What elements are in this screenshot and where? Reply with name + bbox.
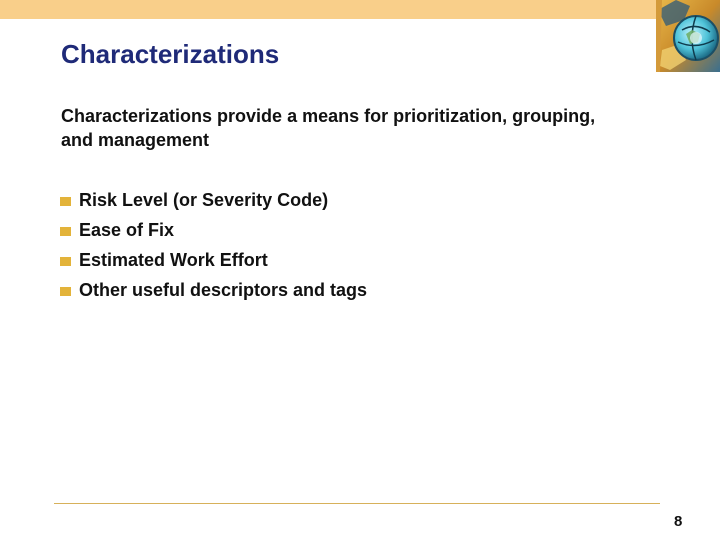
square-bullet-icon (60, 197, 71, 206)
bullet-text: Risk Level (or Severity Code) (79, 189, 329, 210)
list-item (60, 275, 367, 305)
list-item (60, 185, 367, 215)
bullet-text: Ease of Fix (79, 219, 175, 240)
list-item (60, 245, 367, 275)
page-number: 8 (674, 513, 683, 530)
bullet-list (60, 185, 367, 305)
bullet-text: Estimated Work Effort (79, 249, 268, 270)
square-bullet-icon (60, 257, 71, 266)
list-item (60, 215, 367, 245)
globe-collage-image (656, 0, 720, 72)
intro-paragraph: Characterizations provide a means for prioritization, grouping, and management (61, 106, 596, 150)
bullet-text: Other useful descriptors and tags (79, 279, 368, 300)
footer-divider (54, 503, 660, 504)
slide-title: Characterizations (61, 39, 280, 69)
square-bullet-icon (60, 287, 71, 296)
top-decorative-band (0, 0, 720, 19)
square-bullet-icon (60, 227, 71, 236)
